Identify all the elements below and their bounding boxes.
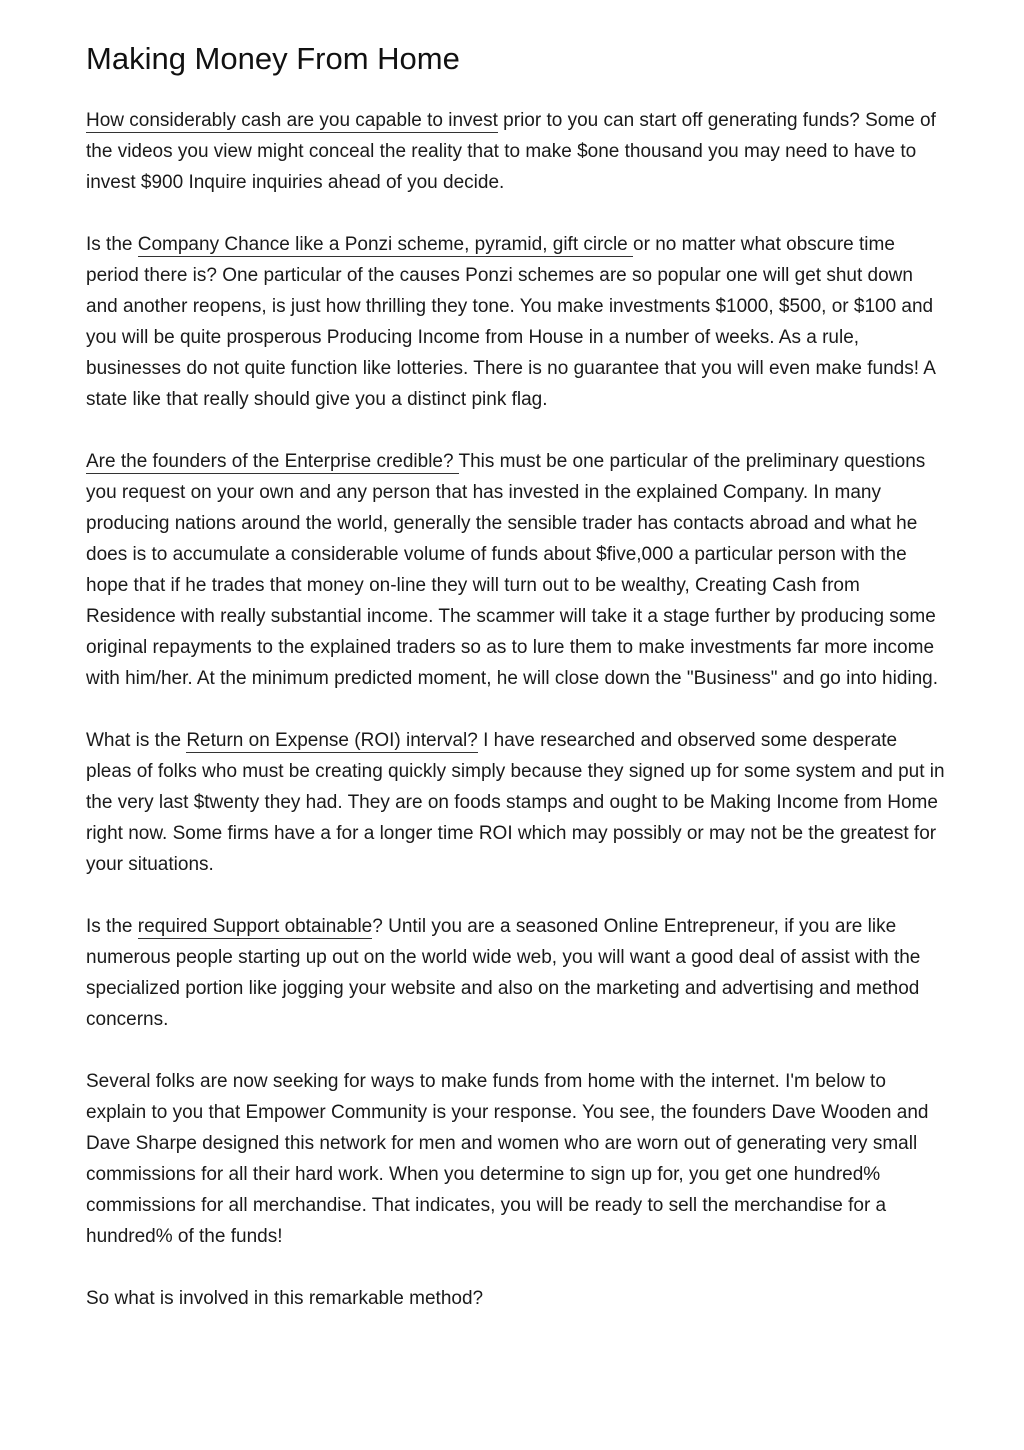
paragraph-text: What is the — [86, 730, 187, 752]
link-ponzi-scheme[interactable]: Company Chance like a Ponzi scheme, pyramid, gift circle — [137, 234, 634, 256]
paragraph-empower: Several folks are now seeking for ways to make funds from home with the internet. I'm below to explain to you that Empower Community is your response. You see, the founders Dave Wooden and Dave Sharpe designed this network for men and women who are worn out of generating very small commissions for all their hard work. When you determine to sign up for, you get one hundred% commissions for all merchandise. That indicates, you will be ready to sell the merchandise for a hundred% of the funds! — [86, 1071, 929, 1248]
paragraph-text: Is the — [86, 234, 138, 256]
document-page — [86, 40, 946, 1345]
paragraph-text: prior to you can start off generating funds? Some of the videos you view might conceal the reality that to make $one thousand you may need to have to invest $900 Inquire inquiries ahead of you decide. — [86, 110, 936, 194]
link-required-support[interactable]: required Support obtainable — [137, 916, 373, 938]
paragraph-support — [86, 911, 946, 1035]
paragraph-roi — [86, 725, 946, 880]
paragraph-text: Is the — [86, 916, 138, 938]
link-roi-interval[interactable]: Return on Expense (ROI) interval? — [186, 730, 478, 752]
paragraph-founders — [86, 446, 946, 694]
paragraph-text: ? Until you are a seasoned Online Entrepreneur, if you are like numerous people starting up out on the world wide web, you will want a good deal of assist with the specialized portion like jogging your website and also on the marketing and advertising and method concerns. — [86, 916, 921, 1031]
link-invest-amount[interactable]: How considerably cash are you capable to invest — [86, 110, 498, 132]
paragraph-text: or no matter what obscure time period there is? One particular of the causes Ponzi schemes are so popular one will get shut down and another reopens, is just how thrilling they tone. You make investments $1000, $500, or $100 and you will be quite prosperous Producing Income from House in a number of weeks. As a rule, businesses do not quite function like lotteries. There is no guarantee that you will even make funds! A state like that really should give you a distinct pink flag. — [86, 234, 935, 411]
document-title: Making Money From Home — [86, 41, 460, 76]
paragraph-text: This must be one particular of the preliminary questions you request on your own and any person that has invested in the explained Company. In many producing nations around the world, generally the sensible trader has contacts abroad and what he does is to accumulate a considerable volume of funds about $five,000 a particular person with the hope that if he trades that money on-line they will turn out to be wealthy, Creating Cash from Residence with really substantial income. The scammer will take it a stage further by producing some original repayments to the explained traders so as to lure them to make investments far more income with him/her. At the minimum predicted moment, he will close down the "Business" and go into hiding. — [86, 451, 939, 690]
paragraph-invest — [86, 105, 946, 198]
link-founders-credible[interactable]: Are the founders of the Enterprise credible? — [86, 451, 459, 473]
paragraph-closing: So what is involved in this remarkable method? — [86, 1288, 484, 1310]
paragraph-text: I have researched and observed some desperate pleas of folks who must be creating quickly simply because they signed up for some system and put in the very last $twenty they had. They are on foods stamps and ought to be Making Income from Home right now. Some firms have a for a longer time ROI which may possibly or may not be the greatest for your situations. — [86, 730, 945, 876]
paragraph-ponzi — [86, 229, 946, 415]
